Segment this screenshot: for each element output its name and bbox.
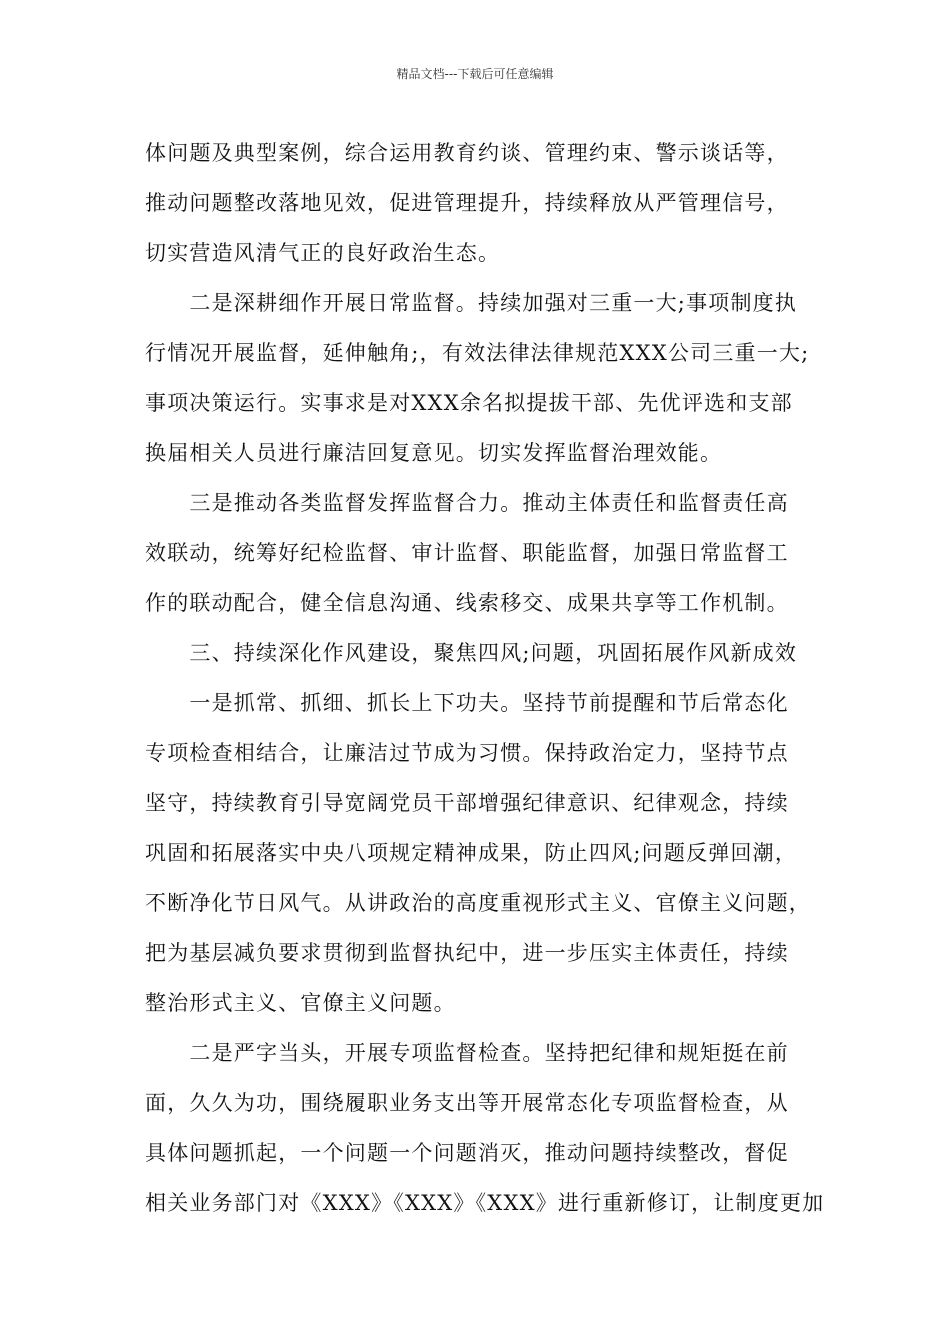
text-line: 面，久久为功，围绕履职业务支出等开展常态化专项监督检查，从 xyxy=(145,1091,789,1115)
text-line: 行情况开展监督，延伸触角;，有效法律法律规范XXX公司三重一大; xyxy=(145,341,810,365)
section-heading: 三、持续深化作风建设，聚焦四风;问题，巩固拓展作风新成效 xyxy=(145,641,798,665)
text-line: 换届相关人员进行廉洁回复意见。切实发挥监督治理效能。 xyxy=(145,441,723,465)
text-line: 专项检查相结合，让廉洁过节成为习惯。保持政治定力，坚持节点 xyxy=(145,741,789,765)
text-line: 推动问题整改落地见效，促进管理提升，持续释放从严管理信号， xyxy=(145,191,789,215)
text-line: 作的联动配合，健全信息沟通、线索移交、成果共享等工作机制。 xyxy=(145,591,789,615)
text-line: 整治形式主义、官僚主义问题。 xyxy=(145,991,456,1015)
text-line: 相关业务部门对《XXX》《XXX》《XXX》进行重新修订，让制度更加 xyxy=(145,1191,825,1215)
text-line: 二是严字当头，开展专项监督检查。坚持把纪律和规矩挺在前 xyxy=(145,1041,789,1065)
document-body xyxy=(145,128,825,1228)
text-line: 效联动，统筹好纪检监督、审计监督、职能监督，加强日常监督工 xyxy=(145,541,789,565)
text-line: 一是抓常、抓细、抓长上下功夫。坚持节前提醒和节后常态化 xyxy=(145,691,789,715)
text-line: 切实营造风清气正的良好政治生态。 xyxy=(145,241,501,265)
page-header: 精品文档---下载后可任意编辑 xyxy=(396,67,554,81)
text-line: 坚守，持续教育引导宽阔党员干部增强纪律意识、纪律观念，持续 xyxy=(145,791,789,815)
text-line: 把为基层减负要求贯彻到监督执纪中，进一步压实主体责任，持续 xyxy=(145,941,789,965)
text-line: 具体问题抓起，一个问题一个问题消灭，推动问题持续整改，督促 xyxy=(145,1141,789,1165)
text-line: 不断净化节日风气。从讲政治的高度重视形式主义、官僚主义问题， xyxy=(145,891,811,915)
text-line: 事项决策运行。实事求是对XXX余名拟提拔干部、先优评选和支部 xyxy=(145,391,793,415)
text-line: 巩固和拓展落实中央八项规定精神成果，防止四风;问题反弹回潮， xyxy=(145,841,798,865)
text-line: 二是深耕细作开展日常监督。持续加强对三重一大;事项制度执 xyxy=(145,291,798,315)
text-line: 三是推动各类监督发挥监督合力。推动主体责任和监督责任高 xyxy=(145,491,789,515)
text-line: 体问题及典型案例，综合运用教育约谈、管理约束、警示谈话等， xyxy=(145,141,789,165)
